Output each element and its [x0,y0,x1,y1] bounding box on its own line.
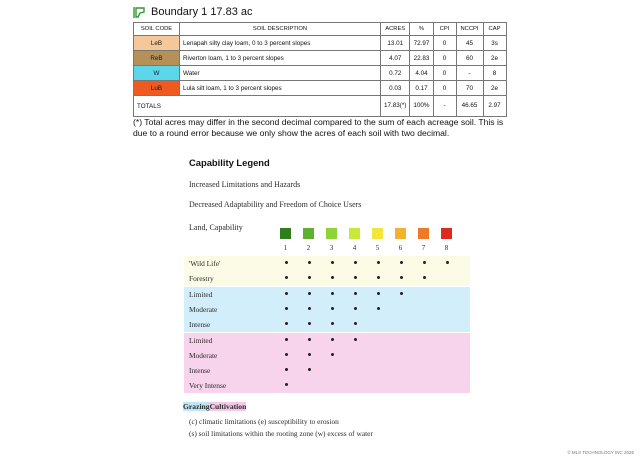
capability-dot [308,307,311,310]
capability-dot [423,261,426,264]
totals-cap: 2.97 [483,96,506,117]
capability-dot [285,261,288,264]
capability-legend [184,150,470,446]
soil-code: LuB [134,81,180,96]
legend-line-limitations: Increased Limitations and Hazards [189,180,301,189]
capability-class-number: 4 [352,244,357,252]
field-boundary-icon [133,6,146,19]
capability-row [184,256,470,271]
grazing-cultivation-key [183,402,246,411]
copyright: © MLS TECHNOLOGY INC 2026 [567,450,634,455]
acreage-footnote: (*) Total acres may differ in the second decimal compared to the sum of each acreage soil. This is due to a round error because we only show the acres of each soil with two decimal. [133,117,504,138]
capability-row-label: Limited [189,289,213,299]
capability-row [184,317,470,332]
capability-row-label: Intense [189,320,211,330]
grazing-label: Grazing [183,402,210,411]
soil-row [134,51,507,66]
capability-class-8-swatch [441,228,452,239]
capability-dot [331,261,334,264]
soil-cpi: 0 [433,36,456,51]
soil-description: Lula silt loam, 1 to 3 percent slopes [180,81,381,96]
col-soil-code: SOIL CODE [134,23,180,36]
soil-pct: 4.04 [410,66,433,81]
soil-row [134,81,507,96]
col-cpi: CPI [433,23,456,36]
soil-description: Riverton loam, 1 to 3 percent slopes [180,51,381,66]
capability-dot [285,368,288,371]
capability-dot [377,307,380,310]
col-acres: ACRES [381,23,410,36]
capability-row-label: Very Intense [189,381,227,391]
capability-row [184,333,470,348]
capability-class-number: 7 [421,244,426,252]
capability-dot [308,353,311,356]
soil-acres: 13.01 [381,36,410,51]
capability-dot [331,307,334,310]
limitation-note-2: (s) soil limitations within the rooting zone (w) excess of water [189,429,373,438]
col-nccpi: NCCPI [456,23,483,36]
soil-nccpi: 70 [456,81,483,96]
totals-nccpi: 46.65 [456,96,483,117]
capability-dot [331,338,334,341]
soil-nccpi: 45 [456,36,483,51]
capability-dot [446,261,449,264]
soil-code: W [134,66,180,81]
soil-nccpi: - [456,66,483,81]
capability-class-3-swatch [326,228,337,239]
capability-dot [400,261,403,264]
soil-cap: 8 [483,66,506,81]
soil-table-header [134,23,507,36]
capability-dot [331,322,334,325]
soil-cpi: 0 [433,51,456,66]
capability-class-5-swatch [372,228,383,239]
capability-row [184,348,470,363]
capability-class-2-swatch [303,228,314,239]
capability-dot [354,338,357,341]
soil-cap: 2e [483,51,506,66]
col-percent: % [410,23,433,36]
capability-dot [308,338,311,341]
totals-acres: 17.83(*) [381,96,410,117]
soil-cpi: 0 [433,81,456,96]
capability-dot [354,322,357,325]
capability-dot [308,276,311,279]
capability-dot [331,276,334,279]
soil-table [133,22,507,117]
capability-dot [285,322,288,325]
land-capability-label: Land, Capability [189,223,243,232]
capability-dot [331,353,334,356]
capability-dot [354,261,357,264]
capability-class-number: 6 [398,244,403,252]
capability-class-number: 3 [329,244,334,252]
capability-class-4-swatch [349,228,360,239]
boundary-title: Boundary 1 17.83 ac [151,6,253,18]
capability-row [184,287,470,302]
soil-pct: 22.83 [410,51,433,66]
capability-dot [285,307,288,310]
capability-dot [285,353,288,356]
capability-row-label: Limited [189,335,213,345]
totals-pct: 100% [410,96,433,117]
capability-row-label: Forestry [189,274,214,284]
capability-dot [377,261,380,264]
capability-row-label: Moderate [189,350,218,360]
totals-cpi: - [433,96,456,117]
capability-dot [400,276,403,279]
soil-acres: 4.07 [381,51,410,66]
capability-class-number: 5 [375,244,380,252]
totals-label: TOTALS [134,96,381,117]
capability-dot [354,292,357,295]
soil-pct: 0.17 [410,81,433,96]
soil-code: ReB [134,51,180,66]
capability-class-number: 2 [306,244,311,252]
capability-dot [377,292,380,295]
capability-dot [308,261,311,264]
soil-cpi: 0 [433,66,456,81]
capability-class-number: 8 [444,244,449,252]
col-soil-description: SOIL DESCRIPTION [180,23,381,36]
limitation-note-1: (c) climatic limitations (e) susceptibility to erosion [189,417,339,426]
capability-dot [285,292,288,295]
capability-row-label: 'Wild Life' [189,259,221,268]
soil-pct: 72.97 [410,36,433,51]
soil-row [134,66,507,81]
capability-dot [354,307,357,310]
soil-cap: 2e [483,81,506,96]
capability-dot [308,368,311,371]
capability-dot [331,292,334,295]
totals-row [134,96,507,117]
capability-dot [285,383,288,386]
capability-row [184,378,470,393]
capability-dot [285,338,288,341]
soil-description: Lenapah silty clay loam, 0 to 3 percent slopes [180,36,381,51]
soil-code: LeB [134,36,180,51]
capability-dot [308,322,311,325]
capability-class-6-swatch [395,228,406,239]
soil-cap: 3s [483,36,506,51]
capability-class-7-swatch [418,228,429,239]
capability-row [184,363,470,378]
capability-class-number: 1 [283,244,288,252]
soil-acres: 0.72 [381,66,410,81]
soil-acres: 0.03 [381,81,410,96]
cultivation-label: Cultivation [209,402,247,411]
soil-nccpi: 60 [456,51,483,66]
capability-dot [423,276,426,279]
soil-description: Water [180,66,381,81]
capability-row [184,302,470,317]
capability-dot [400,292,403,295]
capability-row-label: Intense [189,366,211,376]
boundary-header [133,3,253,21]
capability-dot [308,292,311,295]
capability-dot [285,276,288,279]
capability-dot [354,276,357,279]
col-cap: CAP [483,23,506,36]
soil-row [134,36,507,51]
legend-title: Capability Legend [189,157,270,168]
capability-dot [377,276,380,279]
capability-row-label: Moderate [189,304,218,314]
legend-line-adaptability: Decreased Adaptability and Freedom of Choice Users [189,200,362,209]
capability-class-1-swatch [280,228,291,239]
capability-row [184,271,470,286]
